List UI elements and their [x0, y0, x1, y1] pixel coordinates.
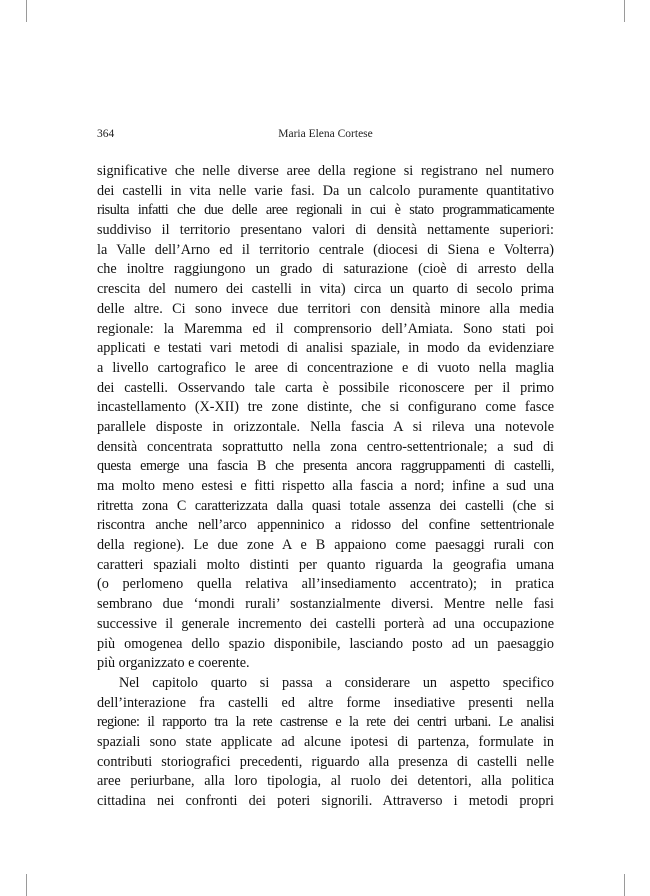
text-line: dell’interazione fra castelli ed altre forme insediative presenti nella — [97, 694, 554, 711]
crop-mark-top-left — [26, 0, 27, 22]
text-line: Nel capitolo quarto si passa a considerare un aspetto specifico — [119, 674, 554, 691]
text-line: che inoltre raggiungono un grado di saturazione (cioè di arresto della — [97, 261, 554, 278]
text-line: spaziali sono state applicate ad alcune ipotesi di partenza, formulate in — [97, 733, 554, 750]
text-line: incastellamento (X-XII) tre zone distinte, che si configurano come fasce — [97, 399, 554, 416]
text-line: caratteri spaziali molto distinti per quanto riguarda la geografia umana — [97, 556, 554, 573]
text-line: regione: il rapporto tra la rete castrense e la rete dei centri urbani. Le analisi — [97, 714, 554, 731]
page-header — [97, 128, 554, 144]
text-line: applicati e testati vari metodi di analisi spaziale, in modo da evidenziare — [97, 340, 554, 357]
text-line: regionale: la Maremma ed il comprensorio dell’Amiata. Sono stati poi — [97, 320, 554, 337]
text-line: sembrano due ‘mondi rurali’ sostanzialmente diversi. Mentre nelle fasi — [97, 596, 554, 613]
page-number: 364 — [97, 128, 115, 140]
text-line: suddiviso il territorio presentano valori di densità nettamente superiori: — [97, 222, 554, 239]
text-line: questa emerge una fascia B che presenta ancora raggruppamenti di castelli, — [97, 458, 554, 475]
text-line: significative che nelle diverse aree della regione si registrano nel numero — [97, 163, 554, 179]
text-line: successive il generale incremento dei castelli porterà ad una occupazione — [97, 615, 554, 632]
text-line: risulta infatti che due delle aree regionali in cui è stato programmaticamente — [97, 202, 554, 219]
text-line: contributi storiografici precedenti, riguardo alla presenza di castelli nelle — [97, 753, 554, 770]
text-line: dei castelli. Osservando tale carta è possibile riconoscere per il primo — [97, 379, 554, 396]
text-line: delle altre. Ci sono invece due territori con densità minore alla media — [97, 300, 554, 317]
text-line: aree periurbane, alla loro tipologia, al ruolo dei detentori, alla politica — [97, 773, 554, 790]
text-line: (o perlomeno quella relativa all’insediamento accentrato); in pratica — [97, 576, 554, 593]
text-line: densità concentrata soprattutto nella zona centro-settentrionale; a sud di — [97, 438, 554, 455]
text-line: dei castelli in vita nelle varie fasi. Da un calcolo puramente quantitativo — [97, 182, 554, 199]
text-line: riscontra anche nell’arco appenninico a ridosso del confine settentrionale — [97, 517, 554, 534]
text-line: a livello cartografico le aree di concentrazione e di vuoto nella maglia — [97, 359, 554, 376]
text-line: crescita del numero dei castelli in vita) circa un quarto di secolo prima — [97, 281, 554, 298]
text-line: più omogenea dello spazio disponibile, lasciando posto ad un paesaggio — [97, 635, 554, 652]
text-line: più organizzato e coerente. — [97, 655, 250, 672]
running-head: Maria Elena Cortese — [278, 128, 373, 140]
text-line: cittadina nei confronti dei poteri signorili. Attraverso i metodi propri — [97, 793, 554, 809]
text-line: ritretta zona C caratterizzata dalla quasi totale assenza dei castelli (che si — [97, 497, 554, 514]
crop-mark-top-right — [624, 0, 625, 22]
crop-mark-bottom-left — [26, 874, 27, 896]
text-line: parallele disposte in orizzontale. Nella fascia A si rileva una notevole — [97, 418, 554, 435]
text-line: la Valle dell’Arno ed il territorio centrale (diocesi di Siena e Volterra) — [97, 241, 554, 258]
text-line: ma molto meno estesi e fitti rispetto alla fascia a nord; infine a sud una — [97, 478, 554, 494]
body-text — [97, 162, 554, 812]
text-line: della regione). Le due zone A e B appaiono come paesaggi rurali con — [97, 537, 554, 554]
crop-mark-bottom-right — [624, 874, 625, 896]
